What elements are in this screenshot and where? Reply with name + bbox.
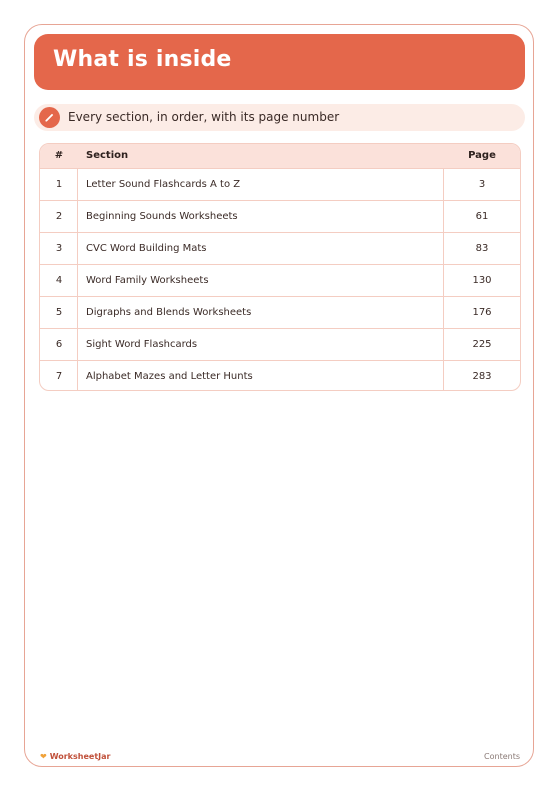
row-section: CVC Word Building Mats <box>86 243 207 254</box>
row-section: Beginning Sounds Worksheets <box>86 211 238 222</box>
row-page: 130 <box>472 275 492 286</box>
row-num: 4 <box>55 275 63 286</box>
row-num: 5 <box>55 307 63 318</box>
heart-icon: ❤ <box>40 752 47 761</box>
row-section: Word Family Worksheets <box>86 275 209 286</box>
row-section: Alphabet Mazes and Letter Hunts <box>86 371 253 382</box>
row-page: 283 <box>472 371 492 382</box>
subtitle-text: Every section, in order, with its page number <box>68 110 340 124</box>
table-row <box>40 296 520 328</box>
page-frame <box>24 24 534 767</box>
pencil-icon <box>39 107 60 128</box>
page-title: What is inside <box>53 47 232 72</box>
table-row <box>40 168 520 200</box>
row-section: Letter Sound Flashcards A to Z <box>86 179 241 190</box>
row-num: 1 <box>55 179 63 190</box>
subtitle-bar <box>34 104 525 131</box>
row-num: 7 <box>55 371 63 382</box>
row-num: 6 <box>55 339 63 350</box>
header-section: Section <box>86 150 129 161</box>
table-row <box>40 360 520 391</box>
row-section: Sight Word Flashcards <box>86 339 198 350</box>
row-page: 176 <box>472 307 492 318</box>
table-header <box>40 144 520 168</box>
footer-label: Contents <box>484 752 520 761</box>
row-num: 2 <box>55 211 63 222</box>
contents-table <box>39 143 521 391</box>
brand-name: WorksheetJar <box>49 752 111 761</box>
table-row <box>40 328 520 360</box>
header-page: Page <box>468 150 496 161</box>
column-divider <box>443 168 444 391</box>
row-num: 3 <box>55 243 63 254</box>
row-page: 61 <box>475 211 489 222</box>
row-page: 225 <box>472 339 492 350</box>
table-row <box>40 264 520 296</box>
row-page: 3 <box>478 179 486 190</box>
table-row <box>40 200 520 232</box>
column-divider <box>77 168 78 391</box>
row-page: 83 <box>475 243 489 254</box>
table-row <box>40 232 520 264</box>
header-banner <box>34 34 525 90</box>
header-num: # <box>54 150 64 161</box>
footer-brand <box>40 752 110 761</box>
row-section: Digraphs and Blends Worksheets <box>86 307 252 318</box>
